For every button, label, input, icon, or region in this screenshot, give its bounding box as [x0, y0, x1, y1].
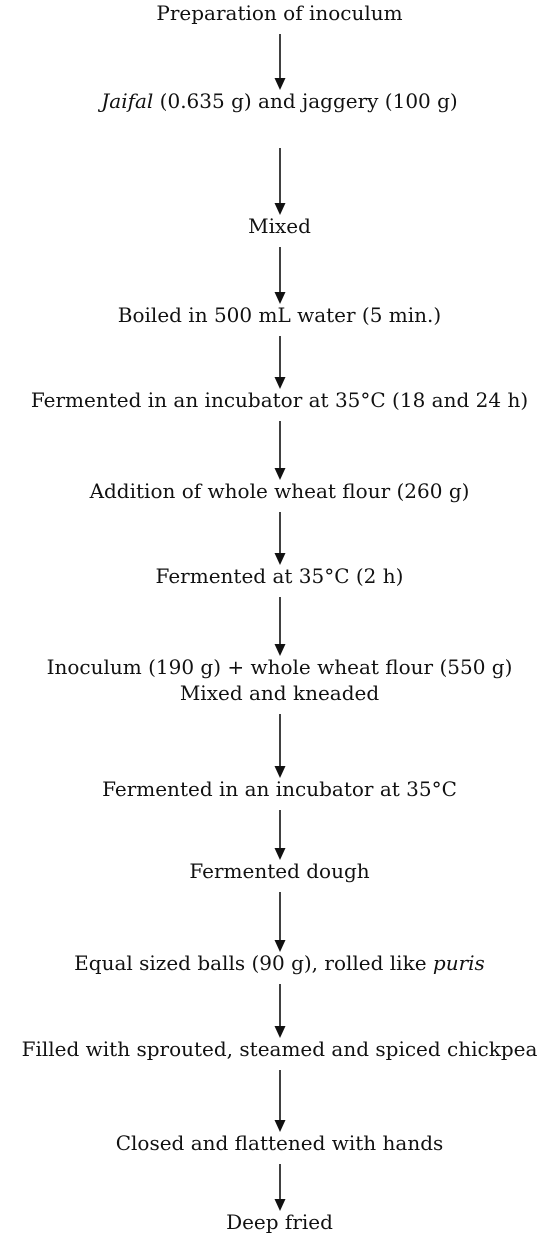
text-segment: Equal sized balls (90 g), rolled like — [74, 951, 433, 975]
flow-step-9 — [0, 776, 559, 802]
text-segment: (0.635 g) and jaggery (100 g) — [153, 89, 458, 113]
flow-step-3-line-1: Mixed — [248, 214, 311, 238]
flow-arrow-10 — [275, 892, 286, 952]
flow-arrow-2 — [275, 148, 286, 215]
italic-term: puris — [432, 951, 485, 975]
flow-step-12 — [0, 1036, 559, 1062]
flow-step-9-line-1: Fermented in an incubator at 35°C — [102, 777, 457, 801]
flow-step-8 — [0, 654, 559, 706]
flow-arrow-9 — [275, 810, 286, 860]
flow-step-1 — [0, 0, 559, 26]
flow-arrow-5 — [275, 421, 286, 480]
flow-arrow-8 — [275, 714, 286, 778]
flow-arrow-11 — [275, 984, 286, 1038]
flow-arrow-3 — [275, 247, 286, 304]
flow-step-5-line-1: Fermented in an incubator at 35°C (18 and 24 h) — [30, 388, 529, 412]
flow-step-8-line-1: Inoculum (190 g) + whole wheat flour (550 g) — [46, 655, 513, 679]
flow-step-5 — [0, 387, 559, 413]
flow-step-13-line-1: Closed and flattened with hands — [115, 1131, 444, 1155]
flow-step-4-line-1: Boiled in 500 mL water (5 min.) — [117, 303, 442, 327]
flow-step-10-line-1: Fermented dough — [189, 859, 370, 883]
flow-arrow-4 — [275, 336, 286, 389]
flow-step-14-line-1: Deep fried — [226, 1210, 333, 1234]
flow-arrow-12 — [275, 1070, 286, 1132]
flow-arrow-7 — [275, 597, 286, 656]
flow-step-3 — [0, 213, 559, 239]
flow-step-6 — [0, 478, 559, 504]
flow-step-6-line-1: Addition of whole wheat flour (260 g) — [89, 479, 470, 503]
flow-step-14 — [0, 1209, 559, 1235]
flow-arrow-6 — [275, 512, 286, 565]
flow-arrow-13 — [275, 1164, 286, 1211]
flow-step-2-line-2 — [0, 88, 559, 114]
flow-step-7 — [0, 563, 559, 589]
flow-step-8-line-2: Mixed and kneaded — [179, 681, 380, 705]
flow-step-7-line-1: Fermented at 35°C (2 h) — [155, 564, 404, 588]
flow-step-11-line-1 — [0, 950, 559, 976]
flow-step-2 — [0, 88, 559, 114]
italic-term: Jaifal — [101, 89, 154, 113]
flow-step-13 — [0, 1130, 559, 1156]
flow-step-11 — [0, 950, 559, 976]
flow-step-12-line-1: Filled with sprouted, steamed and spiced chickpea — [21, 1037, 538, 1061]
flow-arrow-1 — [275, 34, 286, 90]
flow-step-10 — [0, 858, 559, 884]
flow-step-4 — [0, 302, 559, 328]
flow-step-1-line-1: Preparation of inoculum — [156, 1, 403, 25]
